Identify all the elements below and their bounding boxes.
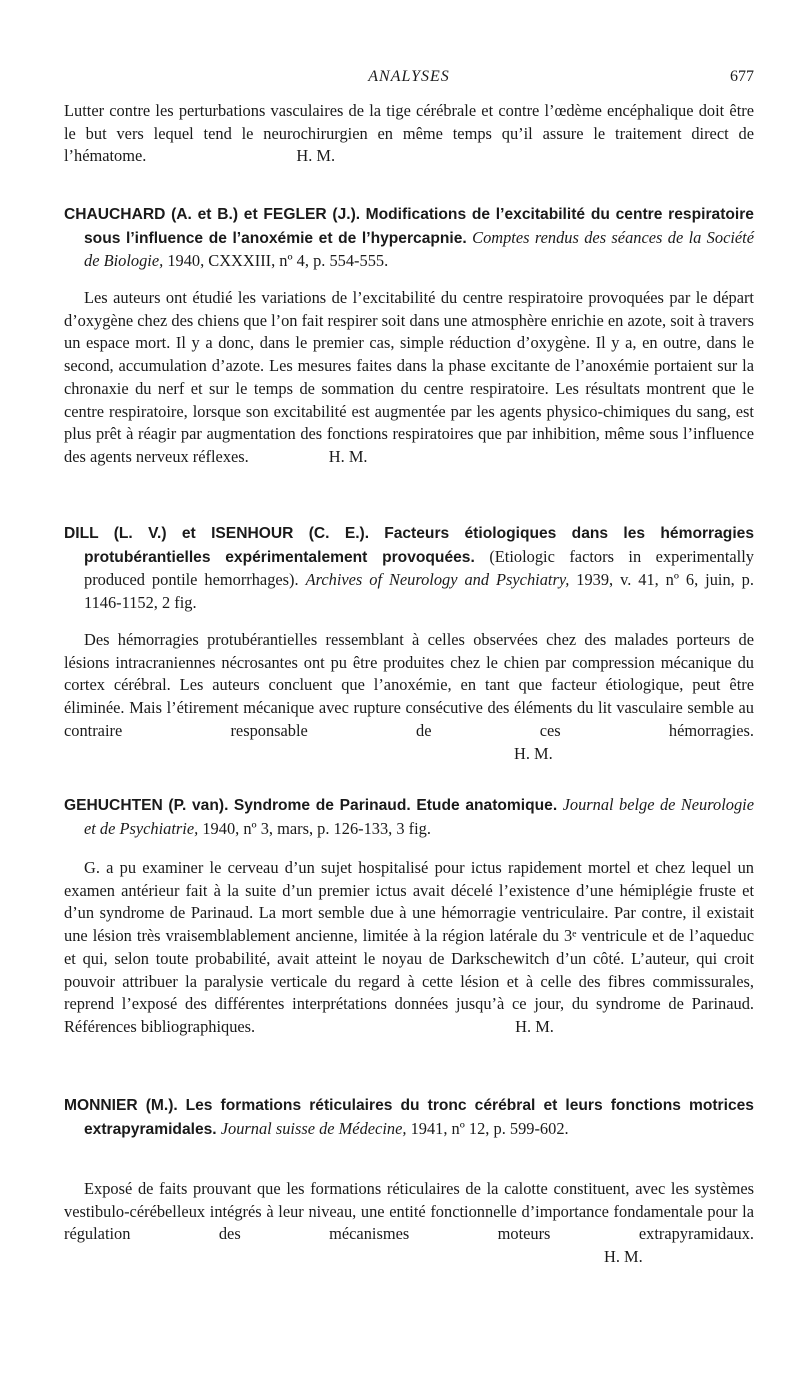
running-title: ANALYSES — [368, 68, 450, 85]
entry-abstract — [64, 287, 754, 469]
entry-initials: H. M. — [328, 446, 368, 466]
entry-citation — [64, 522, 754, 615]
entry-authors: CHAUCHARD (A. et B.) et FEGLER (J.). — [64, 206, 361, 223]
entry-reference: 1939, v. 41, nº 6, juin, p. 1146-1152, 2 fig. — [84, 570, 754, 613]
entry-abstract-text: Des hémorragies protubérantielles ressemblant à celles observées chez des malades porteurs de lésions intracraniennes nécrosantes ont pu être produites chez le chien par compression mécanique du cortex cérébral. Les auteurs concluent que l’anoxémie, en tant que facteur étiologique, peut être éliminée. Mais l’étirement mécanique avec rupture consécutive des éléments du lit vasculaire semble au contraire responsable de ces hémorragies. — [64, 630, 754, 740]
entry-title: Les formations réticulaires du tronc cérébral et leurs fonctions motrices extrapyramidales. — [84, 1097, 754, 1138]
intro-initials: H. M. — [296, 146, 336, 166]
entry-journal: Journal belge de Neurologie et de Psychiatrie, — [84, 795, 754, 838]
entry-authors: GEHUCHTEN (P. van). — [64, 797, 229, 814]
entry-subtitle: (Etiologic factors in experimentally produced pontile hemorrhages). — [84, 546, 754, 590]
entry-authors: DILL (L. V.) et ISENHOUR (C. E.). — [64, 525, 370, 542]
entry-abstract-text: Exposé de faits prouvant que les formations réticulaires de la calotte constituent, avec les systèmes vestibulo-cérébelleux intégrés à leur niveau, une entité fonctionnelle d’importance fondamentale pour la régulation des mécanismes moteurs extrapyramidaux. — [64, 1179, 754, 1244]
entry-abstract — [64, 629, 754, 765]
page-number: 677 — [730, 68, 754, 85]
entry-citation — [64, 203, 754, 273]
entry-citation — [64, 794, 754, 840]
entry-title: Modifications de l’excitabilité du centre respiratoire sous l’influence de l’anoxémie et de l’hypercapnie. — [84, 206, 754, 247]
intro-text: Lutter contre les perturbations vasculaires de la tige cérébrale et contre l’œdème encéphalique doit être le but vers lequel tend le neurochirurgien en même temps qu’il assure le traitement direct de l’hématome. — [64, 101, 754, 166]
entry-abstract — [64, 857, 754, 1039]
entry-journal: Comptes rendus des séances de la Société de Biologie, — [84, 227, 755, 271]
entry-abstract-text: Les auteurs ont étudié les variations de l’excitabilité du centre respiratoire provoquées par le départ d’oxygène chez des chiens que l’on fait respirer soit dans une atmosphère enrichie en azote, soit à travers un espace mort. Il y a donc, dans le premier cas, simple réduction d’oxygène. Il y a, en outre, dans le second, accumulation d’azote. Les mesures faites dans la phase excitante de l’anoxémie portaient sur la chronaxie du nerf et sur le temps de sommation du centre respiratoire. Les résultats montrent que le centre respiratoire, lorsque son excitabilité est augmentée par les agents physico-chimiques du sang, est plus prêt à réagir par augmentation des fonctions respiratoires que par inhibition, même sous l’influence des agents nerveux réflexes. — [64, 288, 754, 466]
running-head — [64, 68, 754, 92]
entry-initials: H. M. — [514, 743, 553, 763]
entry-initials: H. M. — [604, 1247, 643, 1267]
entry-reference: 1941, nº 12, p. 599-602. — [410, 1118, 569, 1138]
entry-abstract — [64, 1178, 754, 1269]
entry-journal: Journal suisse de Médecine, — [220, 1118, 407, 1138]
intro-paragraph — [64, 100, 754, 168]
entry-reference: 1940, nº 3, mars, p. 126-133, 3 fig. — [202, 818, 431, 838]
entry-authors: MONNIER (M.). — [64, 1097, 178, 1114]
entry-citation — [64, 1094, 754, 1141]
entry-reference: 1940, CXXXIII, nº 4, p. 554-555. — [167, 251, 389, 271]
entry-abstract-text: G. a pu examiner le cerveau d’un sujet hospitalisé pour ictus rapidement mortel et chez lequel un examen antérieur fait à la suite d’un premier ictus avait décelé l’existence d’une hémiplégie fruste et d’un syndrome de Parinaud. La mort semble due à une hémorragie ventriculaire. Par contre, il existait une lésion très vraisemblablement ancienne, limitée à la région latérale du 3ᵉ ventricule et de l’aqueduc et qui, selon toute probabilité, avait atteint le noyau de Darkschewitch d’un côté. L’auteur, qui croit pouvoir attribuer la paralysie verticale du regard à cette lésion et à celle des fibres commissurales, reprend l’exposé des différentes interprétations données jusqu’à ce jour, du syndrome de Parinaud. Références bibliographiques. — [64, 858, 754, 1036]
entry-initials: H. M. — [515, 1016, 554, 1036]
entry-title: Facteurs étiologiques dans les hémorragies protubérantielles expérimentalement provoquées. — [84, 525, 754, 566]
entry-journal: Archives of Neurology and Psychiatry, — [305, 570, 570, 590]
entry-title: Syndrome de Parinaud. Etude anatomique. — [233, 797, 558, 814]
